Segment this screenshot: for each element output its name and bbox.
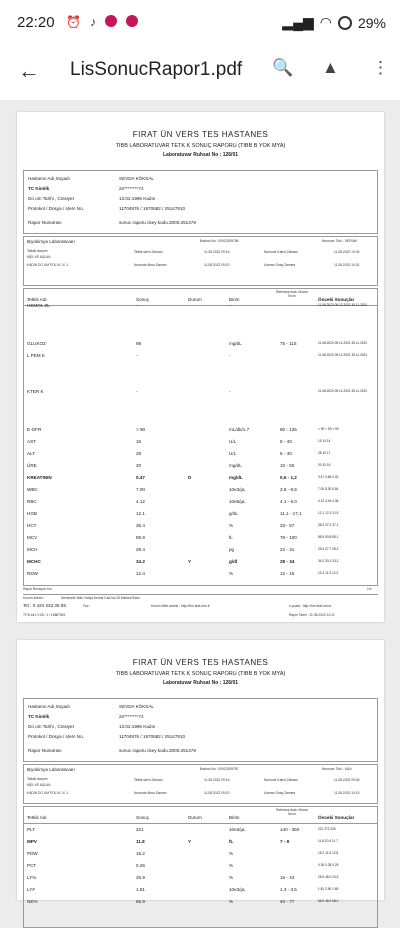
previous: 11.08.2022 09.12.2021 30.11.2021 [318,341,368,345]
previous: 85.9 83.8 85.1 [318,535,339,539]
reference: 5 - 40 [280,439,292,444]
reference: 4.1 - 6.0 [280,499,297,504]
col-test: Tetkik Adı [27,297,47,302]
clinic-name: KADIN DO UM POL KL N -1 [27,263,69,267]
col-previous-2: Önceki Sonuçlar [318,815,355,820]
fax: Fax : [83,604,91,608]
col-reference: Referans Aralı ı/Karar Sınırı [276,290,308,298]
status-bar [0,0,400,44]
unit: 10e3/µL [229,827,246,832]
drive-add-icon[interactable]: ▲ [322,58,339,77]
col-status: Durum [188,297,202,302]
protocol-label-2: Protokol / Dosya / stem No. [28,734,84,739]
lab-info-box [23,236,378,286]
test-name: E-GFR [27,427,42,432]
unit: % [229,851,234,856]
result: 7.00 [136,487,145,492]
test-name: GLUKOZ [27,341,46,346]
reference: 80 - 125 [280,427,297,432]
test-name: HEMOL ZL [27,303,50,308]
requester-name: MEL KE ASLAN [27,255,51,259]
table-row [24,473,377,483]
table-row [24,533,377,543]
result: 15.2 [136,851,145,856]
accept-time-2: 11.08.2022 09:46 [334,778,360,782]
form-code: TF.B.161 V.05 / 1 / 16887601 [23,613,66,617]
test-name: RDW [27,571,38,576]
previous: 29.4 27.7 28.2 [318,547,339,551]
wifi-icon: ◠ [319,14,332,30]
reference: 11,1 - 17,1 [280,511,302,516]
unit: U/L [229,451,237,456]
reference: 10 - 50 [280,463,295,468]
previous: 28 15 17 [318,451,331,455]
unit: 10e3/µL [229,487,246,492]
table-row [24,497,377,507]
unit: pg [229,547,235,552]
reference: 5 - 40 [280,451,292,456]
patient-name-label-2: Hastanın Adı,Soyadı [28,704,70,709]
document-title: LisSonucRapor1.pdf [70,59,243,80]
battery-icon [338,16,352,30]
test-name: LY# [27,887,35,892]
test-name: AST [27,439,36,444]
report-date: Rapor Tarihi : 11.08.2022 12:21 [289,613,335,617]
address: Üniversite Mah.Yahya Kemal Cad.No:25 Merkez/Elazı [61,596,140,600]
reference: 7 - 9 [280,839,290,844]
accept-time: 11.08.2022 10:06 [334,250,360,254]
unit: U/L [229,439,237,444]
requester-label-2: Tetkiki isteyen [27,777,48,781]
hospital-name-2: FIRAT ÜN VERS TES HASTANES [132,658,269,667]
table-row [24,897,377,907]
previous: > 90 > 90 > 90 [318,427,339,431]
test-name: LY% [27,875,37,880]
app-notification-icon-2 [126,15,138,27]
col-test-2: Tetkik Adı [27,815,47,820]
previous: 0.47 0.65 0.42 [318,475,339,479]
report-no-value-2: sonuc raporu ckey kodu.3000.251478 [119,748,196,753]
collection-time-2: 11.08.2022 09:20 [204,791,230,795]
collection-time-label: Numune Alma Zamanı [134,263,167,267]
result: 35.4 [136,523,145,528]
result: 12.4 [136,571,145,576]
table-row [24,509,377,519]
reference: 1.3 - 3.5 [280,887,297,892]
request-time-label: Tetkik stem Zamanı [134,250,163,254]
tc-value: 22********72 [119,186,144,191]
request-time: 11.08.2022 09:16 [204,250,230,254]
test-name: ÜRE [27,463,37,468]
unit: g/dl [229,559,238,564]
table-row [24,569,377,579]
patient-name-label: Hastanın Adı,Soyadı [28,176,70,181]
unit: fL [229,535,233,540]
previous: 11.08.2022 09.12.2021 30.11.2021 [318,353,368,357]
report-title: TIBB LABORATUVAR TETK K SONUÇ RAPORU (TIBB B YOK MYA) [115,143,286,149]
clock: 22:20 [17,14,55,31]
unit: % [229,875,234,880]
previous: 7.00 8.30 6.84 [318,487,339,491]
unit: fL [229,839,234,844]
table-row [24,885,377,895]
lab-info-box-2 [23,764,378,804]
tc-label-2: TC Kimlik [28,714,50,719]
unit: 10e6/µL [229,499,246,504]
protocol-value-2: 11704976 / 1870582 / 25147810 [119,734,186,739]
clinic-name-2: KADIN DO UM POL KL N -1 [27,791,69,795]
previous: 15.2 11.8 12.8 [318,851,339,855]
collection-time: 11.08.2022 09:20 [204,263,230,267]
table-row [24,485,377,495]
unit: mL/dk/1.7 [229,427,250,432]
report-no-label-2: Rapor Numarası [28,748,62,753]
protocol-value: 11704976 / 1870582 / 25147810 [119,206,186,211]
requester-name-2: MEL KE ASLAN [27,783,51,787]
result: 85.9 [136,535,145,540]
accept-time-label: Numune Kabul Zamanı [264,250,298,254]
sample-type: Numune Türü : SERUM [322,239,357,243]
reference: 28 - 34 [280,559,295,564]
tc-label: TC Kimlik [28,186,50,191]
results-table-2 [23,806,378,928]
reference: 16 - 44 [280,875,295,880]
table-row [24,425,377,435]
report-no-value: sonuc raporu ckey kodu.3000.251478 [119,220,196,225]
tiktok-icon: ♪ [89,15,96,29]
approval-time-2: 11.08.2022 10:15 [334,791,360,795]
table-row [24,825,377,835]
alarm-icon: ⏰ [66,15,81,29]
status: Y [188,839,192,844]
test-name: KREATININ [27,475,52,480]
birth-value-2: 13.02.1996 Kadın [119,724,156,729]
test-name: HCT [27,523,37,528]
license-no: Laboratuvar Ruhsat No : 126/01 [162,152,239,158]
search-document-icon[interactable]: 🔍 [272,58,294,77]
test-name: MCV [27,535,38,540]
test-name: PCT [27,863,37,868]
approval-time-label-2: Uzman Onay Zamanı [264,791,296,795]
pdf-page-1 [17,112,384,622]
table-row [24,339,377,349]
reference: 40 - 77 [280,899,295,904]
signal-icon: ▂▄▆ [282,14,314,30]
result: 15 [136,439,142,444]
reference: 76 - 100 [280,535,297,540]
birth-value: 13.02.1996 Kadın [119,196,156,201]
test-name: NE% [27,899,38,904]
reference: 33 - 57 [280,523,295,528]
table-header-2 [24,807,377,824]
table-row [24,545,377,555]
report-no-label: Rapor Numarası [28,220,62,225]
previous: 25.9 46.0 24.5 [318,875,339,879]
table-row [24,861,377,871]
result: - [136,389,138,394]
result: 0.26 [136,863,145,868]
result: 4.12 [136,499,145,504]
status: Y [188,559,192,564]
battery-percent: 29% [357,14,386,31]
result: 29.4 [136,547,145,552]
notification-icons [66,15,138,29]
previous: 221 272 230 [318,827,336,831]
result: 66.9 [136,899,145,904]
previous: 1.81 2.90 1.80 [318,887,339,891]
hospital-name: FIRAT ÜN VERS TES HASTANES [132,130,269,139]
result: 34.2 [136,559,145,564]
request-time-2: 11.08.2022 09:16 [204,778,230,782]
col-result-2: Sonuç [136,815,150,820]
result: 221 [136,827,144,832]
website: Kurum Web adresi : http://frm.firat.edu.tr [151,604,210,608]
test-name: L PEM K [27,353,45,358]
table-row [24,449,377,459]
reference: 0,6 - 1,2 [280,475,297,480]
reference: 12 - 15 [280,571,295,576]
unit: mg/dL [229,341,242,346]
col-unit-2: Birim [229,815,240,820]
previous: 11.08.2022 09.12.2021 30.11.2021 [318,389,368,393]
barcode: Barkod No : 00013209786 [200,239,239,243]
table-row [24,849,377,859]
test-name: PLT [27,827,36,832]
license-no-2: Laboratuvar Ruhsat No : 126/01 [162,680,239,686]
table-row [24,351,377,361]
result: - [136,353,138,358]
unit: - [229,353,231,358]
approval-time-label: Uzman Onay Zamanı [264,263,296,267]
test-name: WBC [27,487,38,492]
table-row [24,387,377,397]
result: 0.47 [136,475,145,480]
test-name: PDW [27,851,38,856]
tc-value-2: 22********72 [119,714,144,719]
unit: - [229,303,231,308]
birth-label-2: Do um Tarihi , Cinsiyet [28,724,74,729]
previous: 12.4 11.9 12.2 [318,571,339,575]
result: 98 [136,341,142,346]
col-reference-2: Referans Aralı ı/Karar Sınırı [276,808,308,816]
results-table [23,288,378,586]
report-title-2: TIBB LABORATUVAR TETK K SONUÇ RAPORU (TIBB B YOK MYA) [115,671,286,677]
test-name: ALT [27,451,36,456]
pdf-page-2 [17,640,384,904]
test-name: HGB [27,511,37,516]
reference: 24 - 31 [280,547,295,552]
table-row [24,301,377,311]
previous: 0.26 0.28 0.25 [318,863,339,867]
previous: 20 20 16 [318,463,331,467]
accept-time-label-2: Numune Kabul Zamanı [264,778,298,782]
previous: 15 14 14 [318,439,331,443]
table-row [24,557,377,567]
phone: Tel : 0 424 233 35 55 [23,603,66,608]
previous: 11.08.2022 09.12.2021 30.11.2021 [318,303,368,307]
result: 1.81 [136,887,145,892]
previous: 34.2 33.1 33.2 [318,559,339,563]
more-options-icon[interactable]: ⋮ [372,58,389,77]
previous: 12.1 12.3 12.5 [318,511,339,515]
app-notification-icon [105,15,117,27]
reference: 3.8 - 8.6 [280,487,297,492]
unit: mg/dL [229,463,242,468]
unit: % [229,571,234,576]
page-number: 1/4 [367,587,372,591]
reference: 75 - 115 [280,341,297,346]
patient-info-box-2 [23,698,378,762]
test-name: MPV [27,839,37,844]
sample-type-2: Numune Türü : KAN [322,767,352,771]
unit: - [229,389,231,394]
lab-name-2: Biyokimya Laboratuvarı [27,767,76,772]
table-row [24,837,377,847]
back-arrow-icon[interactable]: ← [18,58,40,83]
unit: g/dL [229,511,238,516]
email: e-posta : http://frm.firat.edu.tr [289,604,332,608]
test-name: MCH [27,547,38,552]
result: - [136,303,138,308]
revision-label: Rapor Revizyon No : [23,587,54,591]
patient-name-value: SEVDA KÖKSAL [119,176,154,181]
protocol-label: Protokol / Dosya / stem No. [28,206,84,211]
test-name: MCHC [27,559,41,564]
patient-info-box [23,170,378,234]
table-row [24,873,377,883]
result: > 90 [136,427,146,432]
result: 28 [136,451,142,456]
unit: % [229,863,234,868]
test-name: RBC [27,499,37,504]
col-previous: Önceki Sonuçlar [318,297,355,302]
col-unit: Birim [229,297,240,302]
col-result: Sonuç [136,297,150,302]
status: D [188,475,192,480]
table-row [24,461,377,471]
previous: 35.4 37.2 37.1 [318,523,339,527]
result: 25.9 [136,875,145,880]
unit: 10e3/µL [229,887,246,892]
previous: 66.9 48.9 68.0 [318,899,339,903]
barcode-2: Barkod No : 00013209787 [200,767,239,771]
patient-name-value-2: SEVDA KÖKSAL [119,704,154,709]
unit: % [229,899,234,904]
table-row [24,437,377,447]
requester-label: Tetkiki isteyen [27,249,48,253]
previous: 11.8 10.4 11.7 [318,839,338,843]
approval-time: 11.08.2022 10:31 [334,263,360,267]
table-row [24,521,377,531]
collection-time-label-2: Numune Alma Zamanı [134,791,167,795]
result: 12.1 [136,511,145,516]
test-name: KTER K [27,389,44,394]
unit: mg/dL [229,475,243,480]
reference: 140 - 360 [280,827,300,832]
col-status-2: Durum [188,815,202,820]
request-time-label-2: Tetkik stem Zamanı [134,778,163,782]
address-label: Kurum Adresi : [23,596,45,600]
previous: 4.12 4.44 4.36 [318,499,339,503]
lab-name: Biyokimya Laboratuvarı [27,239,76,244]
result: 20 [136,463,142,468]
result: 11.8 [136,839,145,844]
birth-label: Do um Tarihi , Cinsiyet [28,196,74,201]
app-bar [0,44,400,100]
unit: % [229,523,234,528]
